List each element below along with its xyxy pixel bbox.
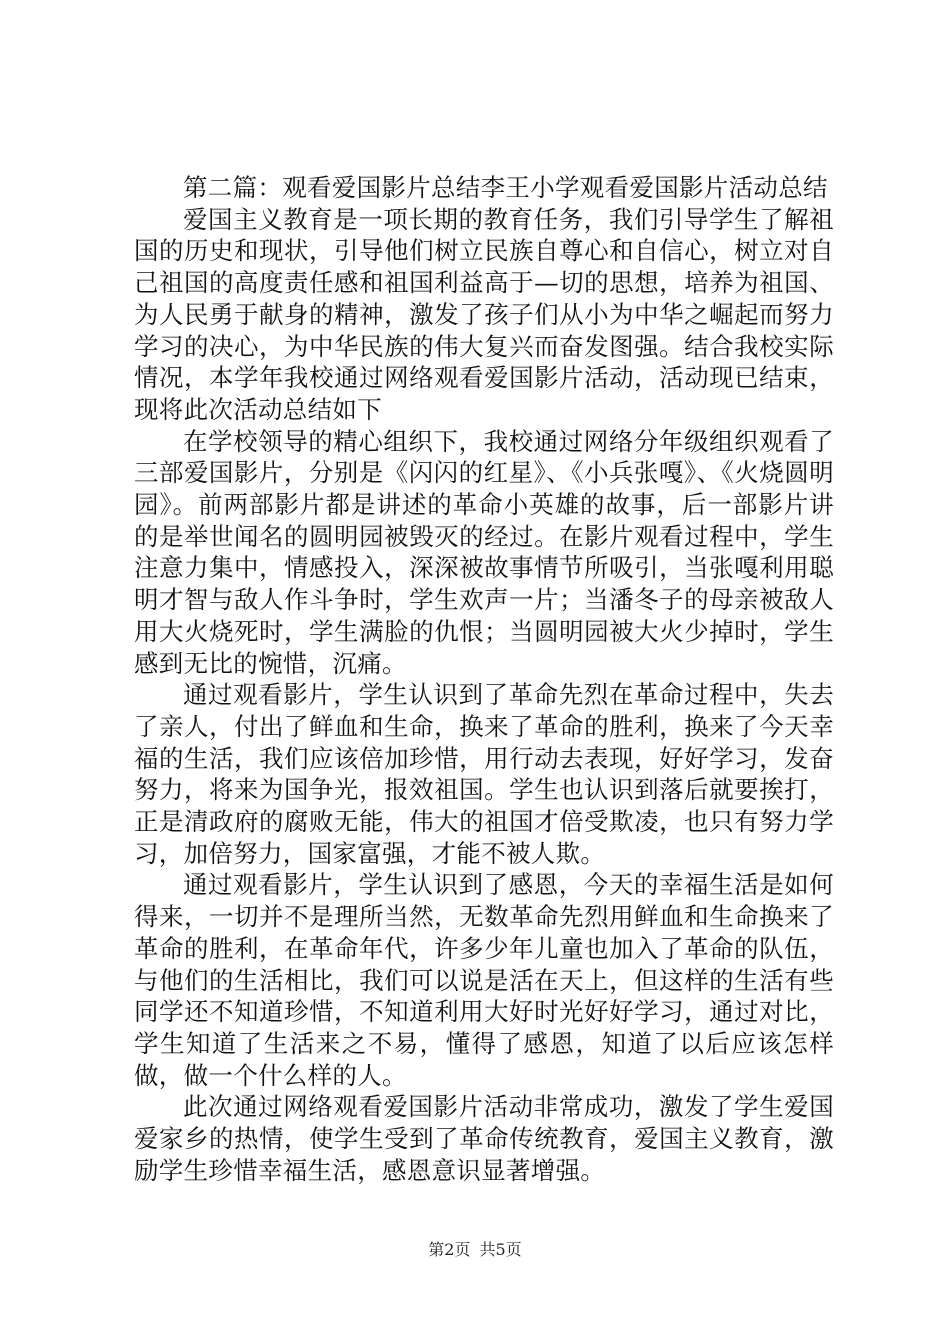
document-body (134, 172, 834, 1187)
page-footer (0, 1237, 950, 1260)
page-total: 共5页 (479, 1240, 522, 1259)
paragraph: 通过观看影片，学生认识到了感恩，今天的幸福生活是如何得来，一切并不是理所当然，无数革命先烈用鲜血和生命换来了革命的胜利，在革命年代，许多少年儿童也加入了革命的队伍，与他们的生活相比，我们可以说是活在天上，但这样的生活有些同学还不知道珍惜，不知道利用大好时光好好学习，通过对比，学生知道了生活来之不易，懂得了感恩，知道了以后应该怎样做，做一个什么样的人。 (134, 870, 834, 1090)
paragraph: 通过观看影片，学生认识到了革命先烈在革命过程中，失去了亲人，付出了鲜血和生命，换来了革命的胜利，换来了今天幸福的生活，我们应该倍加珍惜，用行动去表现，好好学习，发奋努力，将来为国争光，报效祖国。学生也认识到落后就要挨打，正是清政府的腐败无能，伟大的祖国才倍受欺凌，也只有努力学习，加倍努力，国家富强，才能不被人欺。 (134, 680, 834, 868)
paragraph: 此次通过网络观看爱国影片活动非常成功，激发了学生爱国爱家乡的热情，使学生受到了革命传统教育，爱国主义教育，激励学生珍惜幸福生活，感恩意识显著增强。 (134, 1092, 834, 1185)
paragraph: 爱国主义教育是一项长期的教育任务，我们引导学生了解祖国的历史和现状，引导他们树立民族自尊心和自信心，树立对自己祖国的高度责任感和祖国利益高于—切的思想，培养为祖国、为人民勇于献身的精神，激发了孩子们从小为中华之崛起而努力学习的决心，为中华民族的伟大复兴而奋发图强。结合我校实际情况，本学年我校通过网络观看爱国影片活动，活动现已结束，现将此次活动总结如下 (134, 204, 834, 424)
paragraph: 在学校领导的精心组织下，我校通过网络分年级组织观看了三部爱国影片，分别是《闪闪的红星》、《小兵张嘎》、《火烧圆明园》。前两部影片都是讲述的革命小英雄的故事，后一部影片讲的是举世闻名的圆明园被毁灭的经过。在影片观看过程中，学生注意力集中，情感投入，深深被故事情节所吸引，当张嘎利用聪明才智与敌人作斗争时，学生欢声一片；当潘冬子的母亲被敌人用大火烧死时，学生满脸的仇恨；当圆明园被大火少掉时，学生感到无比的惋惜，沉痛。 (134, 426, 834, 678)
document-title: 第二篇：观看爱国影片总结李王小学观看爱国影片活动总结 (183, 173, 828, 202)
page-number: 第2页 (428, 1240, 471, 1259)
